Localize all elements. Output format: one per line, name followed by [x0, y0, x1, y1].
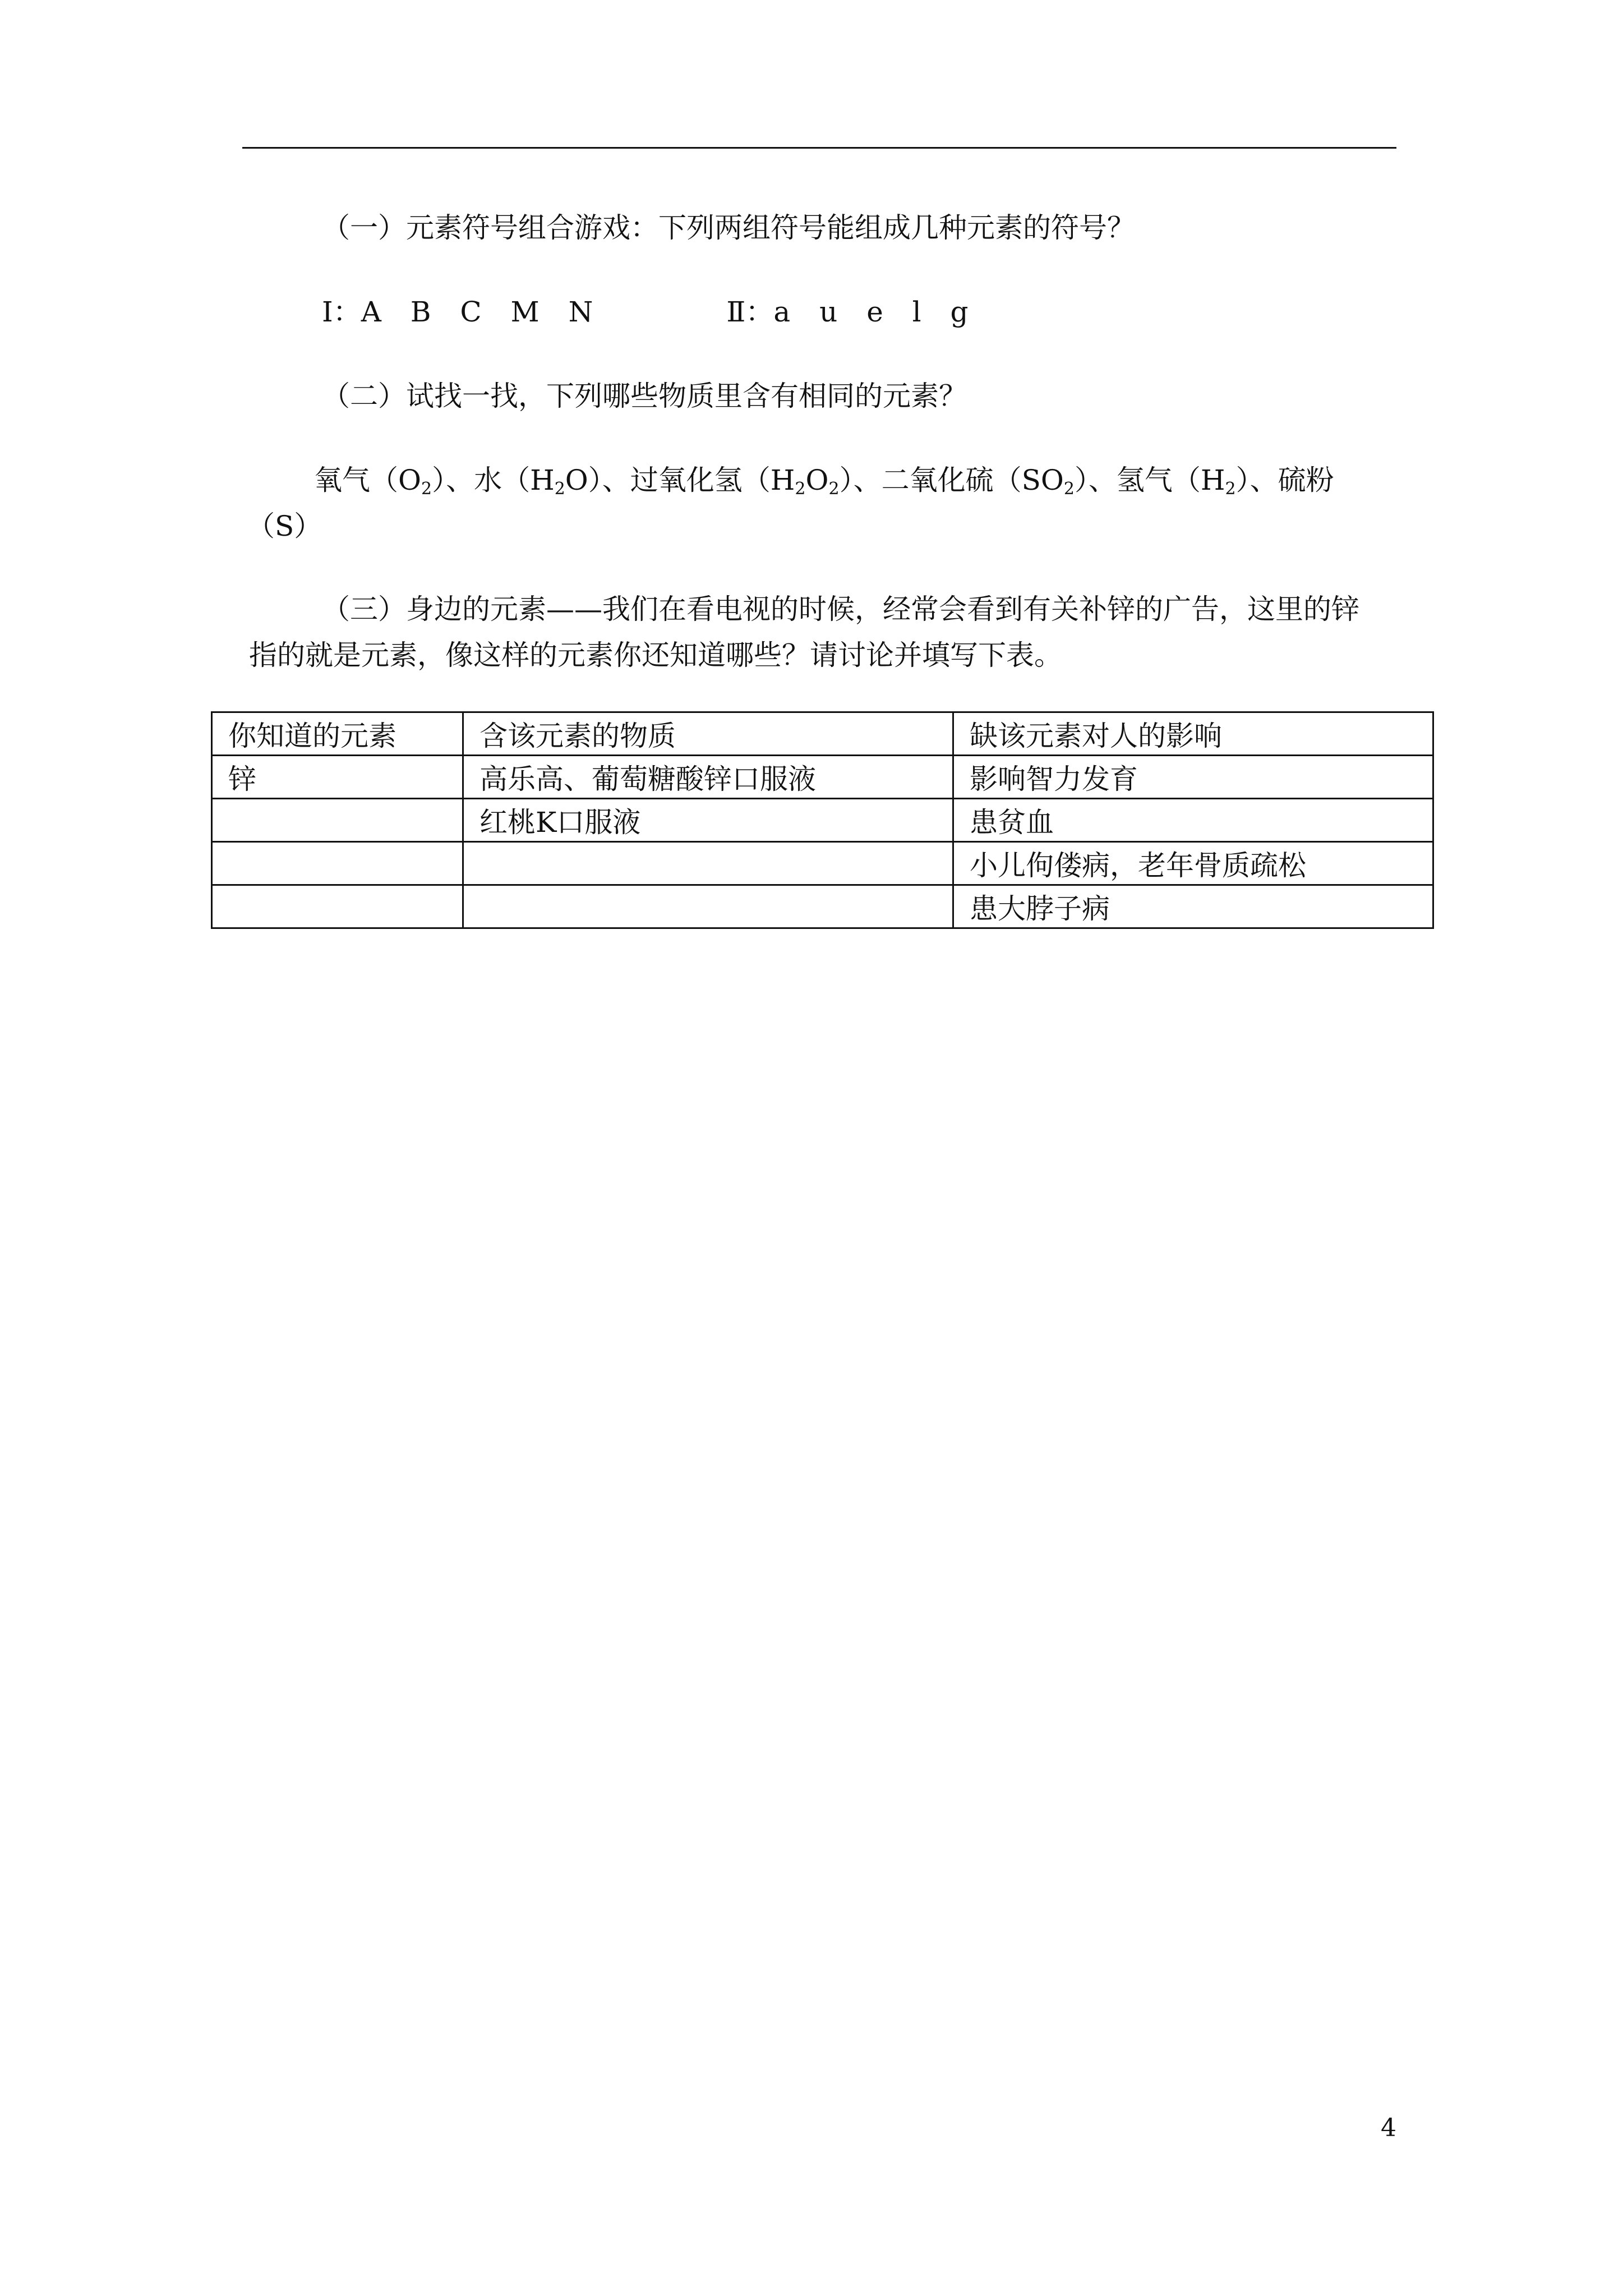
table-cell: [463, 842, 953, 885]
table-cell: [212, 885, 463, 928]
group-2-letters: a u e l g: [773, 296, 979, 328]
group-1-label: Ⅰ：: [322, 296, 361, 328]
table-cell: 锌: [212, 756, 463, 799]
table-cell: 患大脖子病: [953, 885, 1433, 928]
substance-list-cont: （S）: [247, 510, 322, 542]
element-table: [211, 711, 1434, 929]
table-cell: 影响智力发育: [953, 756, 1433, 799]
table-row: [212, 885, 1433, 928]
table-row: [212, 842, 1433, 885]
table-header-cell: 缺该元素对人的影响: [953, 712, 1433, 756]
table-cell: [212, 799, 463, 842]
question-3-line-1: （三）身边的元素——我们在看电视的时候，经常会看到有关补锌的广告，这里的锌: [322, 593, 1359, 625]
question-2: （二）试找一找，下列哪些物质里含有相同的元素？: [322, 380, 967, 412]
group-2-label: Ⅱ：: [726, 296, 774, 328]
substance-list: 氧气$(O_2)$、水$(H_2O)$、过氧化氢$(H_2O_2)$、二氧化硫$(SO_2)$、氢气$(H_2)$、硫粉: [314, 464, 1334, 499]
question-3-line-2: 指的就是元素，像这样的元素你还知道哪些？请讨论并填写下表。: [249, 639, 1062, 671]
table-row: [212, 799, 1433, 842]
table-cell: 高乐高、葡萄糖酸锌口服液: [463, 756, 953, 799]
table-header-cell: 你知道的元素: [212, 712, 463, 756]
table-cell: 患贫血: [953, 799, 1433, 842]
table-cell: 小儿佝偻病，老年骨质疏松: [953, 842, 1433, 885]
symbol-groups: [322, 286, 979, 338]
page-number: 4: [1381, 2114, 1396, 2142]
table-row: [212, 756, 1433, 799]
question-1: （一）元素符号组合游戏：下列两组符号能组成几种元素的符号？: [322, 211, 1135, 244]
table-cell: [463, 885, 953, 928]
header-rule: [242, 147, 1396, 149]
group-1-letters: A B C M N: [361, 296, 603, 328]
table-header-cell: 含该元素的物质: [463, 712, 953, 756]
table-header-row: [212, 712, 1433, 756]
table-cell: [212, 842, 463, 885]
table-cell: 红桃K口服液: [463, 799, 953, 842]
